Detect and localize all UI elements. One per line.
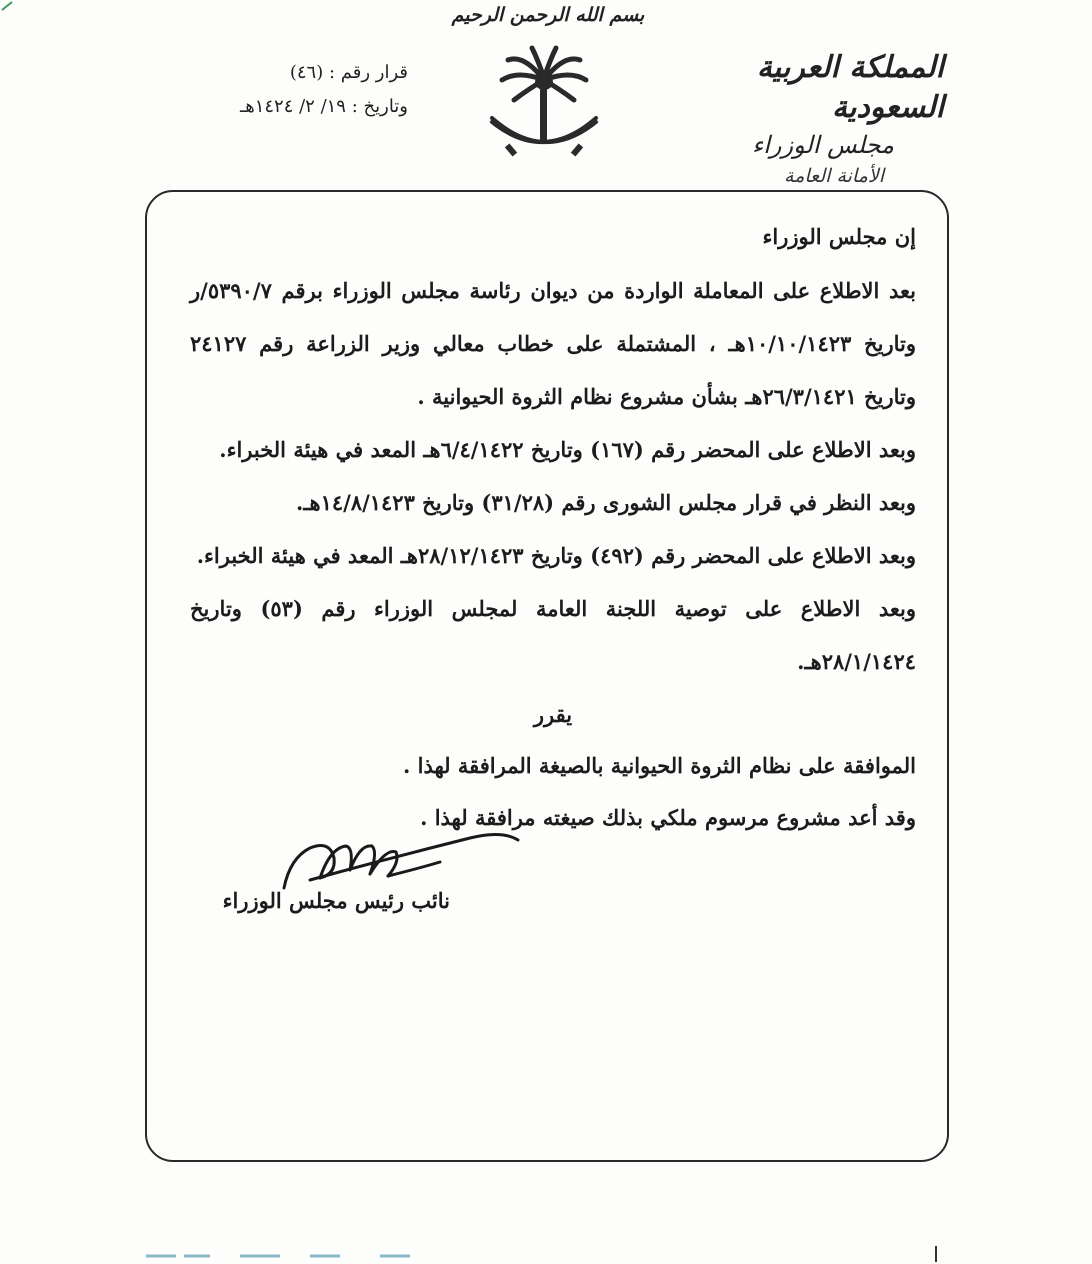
decision-number: قرار رقم : (٤٦) (289, 62, 408, 83)
letterhead (684, 48, 944, 190)
signer-title: نائب رئيس مجلس الوزراء (222, 888, 450, 913)
resolution-item: وقد أعد مشروع مرسوم ملكي بذلك صيغته مرافقة لهذا . (420, 805, 916, 830)
preamble-paragraph: وبعد الاطلاع على المحضر رقم (٤٩٢) وتاريخ ٢٨/١٢/١٤٢٣هـ المعد في هيئة الخبراء. (196, 543, 916, 568)
decision-date: وتاريخ : ١٩/ ٢/ ١٤٢٤هـ (239, 96, 408, 117)
corner-mark (0, 0, 20, 12)
footer-print-marks (140, 1246, 940, 1264)
preamble-paragraph: بعد الاطلاع على المعاملة الواردة من ديوان رئاسة مجلس الوزراء برقم ٥٣٩٠/٧/ر وتاريخ ١٠/١٠/١٤٢٣هـ ، المشتملة على خطاب معالي وزير الزراعة رقم ٢٤١٢٧ وتاريخ ٢٦/٣/١٤٢١هـ بشأن مشروع نظام الثروة الحيوانية . (190, 278, 916, 409)
decides-heading: يقرر (533, 702, 573, 727)
decision-body (190, 210, 916, 844)
council-name: مجلس الوزراء (751, 131, 894, 159)
opening-line: إن مجلس الوزراء (762, 224, 916, 249)
palm-swords-emblem-icon (484, 44, 604, 166)
secretariat-name: الأمانة العامة (784, 165, 884, 187)
preamble-paragraph: وبعد النظر في قرار مجلس الشورى رقم (٣١/٢٨) وتاريخ ١٤/٨/١٤٢٣هـ. (296, 490, 916, 515)
basmala: بسم الله الرحمن الرحيم (451, 4, 645, 26)
preamble-paragraph: وبعد الاطلاع على توصية اللجنة العامة لمجلس الوزراء رقم (٥٣) وتاريخ ٢٨/١/١٤٢٤هـ. (190, 596, 916, 674)
preamble-paragraph: وبعد الاطلاع على المحضر رقم (١٦٧) وتاريخ ٦/٤/١٤٢٢هـ المعد في هيئة الخبراء. (219, 437, 916, 462)
decision-reference (176, 56, 408, 124)
resolution-item: الموافقة على نظام الثروة الحيوانية بالصيغة المرافقة لهذا . (402, 753, 916, 778)
kingdom-name: المملكة العربية السعودية (756, 50, 944, 125)
handwritten-signature (270, 818, 530, 898)
